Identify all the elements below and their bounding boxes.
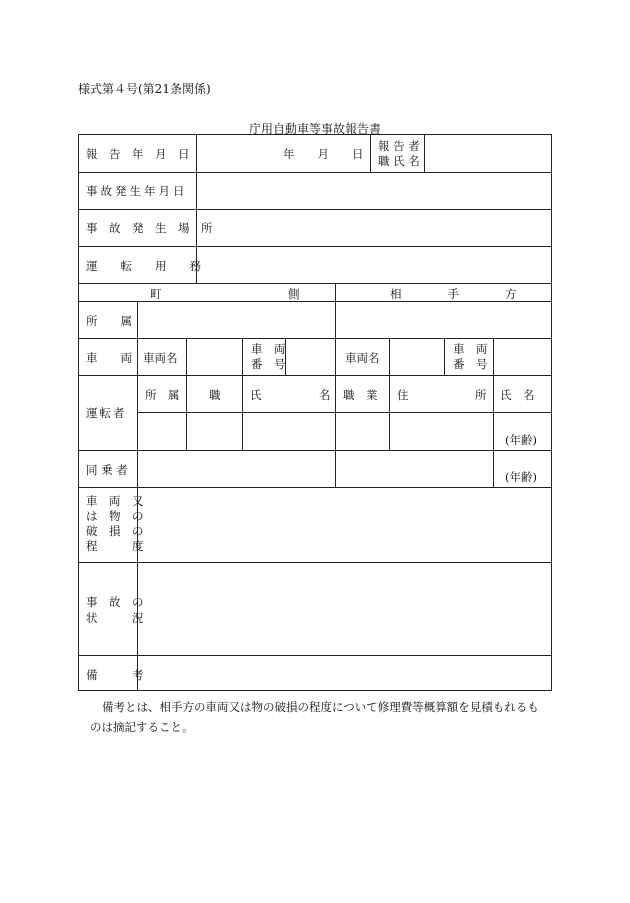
other-vehicle-name-label: 車両名 <box>345 351 380 365</box>
driver-col-name: 氏 名 <box>250 388 331 402</box>
other-vehicle-number-label <box>453 342 488 372</box>
row-divider <box>78 655 552 656</box>
damage-label-line3: 破 損 の <box>86 524 144 538</box>
col-divider <box>335 283 336 487</box>
own-vehicle-number-label <box>251 342 286 372</box>
row-divider <box>78 450 552 451</box>
driver-col-post: 職 <box>209 388 221 402</box>
own-vehicle-number-line1: 車 両 <box>251 342 286 356</box>
own-vehicle-name-label: 車両名 <box>143 351 178 365</box>
report-date-value[interactable]: 年 月 日 <box>283 147 364 161</box>
vehicle-label: 車 両 <box>86 351 132 365</box>
report-date-label: 報 告 年 月 日 <box>86 147 190 161</box>
driver-col-other-name: 氏 名 <box>500 388 535 402</box>
damage-label-line4: 程 度 <box>86 539 144 553</box>
accident-place-label: 事 故 発 生 場 所 <box>86 221 213 235</box>
other-vehicle-number-line1: 車 両 <box>453 342 488 356</box>
situation-label <box>86 594 144 626</box>
driver-age-label: (年齢) <box>505 433 537 447</box>
row-divider <box>137 412 552 413</box>
passenger-label: 同 乗 者 <box>86 463 128 477</box>
own-vehicle-number-line2: 番 号 <box>251 357 286 371</box>
affiliation-label: 所 属 <box>86 314 132 328</box>
reporter-label-line1: 報 告 者 <box>378 139 420 153</box>
situation-label-line1: 事 故 の <box>86 595 144 609</box>
driver-col-occupation: 職 業 <box>343 388 378 402</box>
col-divider <box>186 338 187 412</box>
other-party-header: 相 手 方 <box>390 287 517 301</box>
driving-duty-label: 運 転 用 務 <box>86 259 201 273</box>
other-vehicle-number-line2: 番 号 <box>453 357 488 371</box>
reporter-label-line2: 職 氏 名 <box>378 154 420 168</box>
driver-col-affiliation: 所 属 <box>145 388 180 402</box>
passenger-age-label: (年齢) <box>505 470 537 484</box>
row-divider <box>78 338 552 339</box>
damage-label <box>86 494 144 554</box>
col-divider <box>186 412 187 450</box>
accident-date-label: 事故発生年月日 <box>86 184 188 198</box>
situation-label-line2: 状 況 <box>86 611 144 625</box>
driver-col-address-end: 所 <box>475 388 487 402</box>
own-side-header: 町 側 <box>150 287 300 301</box>
driver-col-address-start: 住 <box>397 388 409 402</box>
col-divider <box>493 338 494 487</box>
damage-label-line1: 車 両 又 <box>86 494 144 508</box>
row-divider <box>78 562 552 563</box>
row-divider <box>78 487 552 488</box>
col-divider <box>389 338 390 450</box>
form-number: 様式第４号(第21条関係) <box>78 82 211 96</box>
row-divider <box>78 172 552 173</box>
row-divider <box>78 246 552 247</box>
driver-label: 運転者 <box>86 406 127 420</box>
document-title: 庁用自動車等事故報告書 <box>248 122 381 136</box>
footnote <box>90 697 550 737</box>
col-divider <box>444 338 445 375</box>
row-divider <box>78 375 552 376</box>
reporter-label <box>378 139 420 169</box>
footnote-line2: のは摘記すること。 <box>90 720 194 734</box>
damage-label-line2: は 物 の <box>86 509 144 523</box>
col-divider <box>370 134 371 172</box>
col-divider <box>424 134 425 172</box>
footnote-line1 <box>90 697 550 717</box>
col-divider <box>242 338 243 450</box>
row-divider <box>78 283 552 284</box>
footnote-text-1: 備考とは、相手方の車両又は物の破損の程度について修理費等概算額を見積もれるも <box>102 700 539 714</box>
remarks-label: 備 考 <box>86 668 144 682</box>
row-divider <box>78 209 552 210</box>
